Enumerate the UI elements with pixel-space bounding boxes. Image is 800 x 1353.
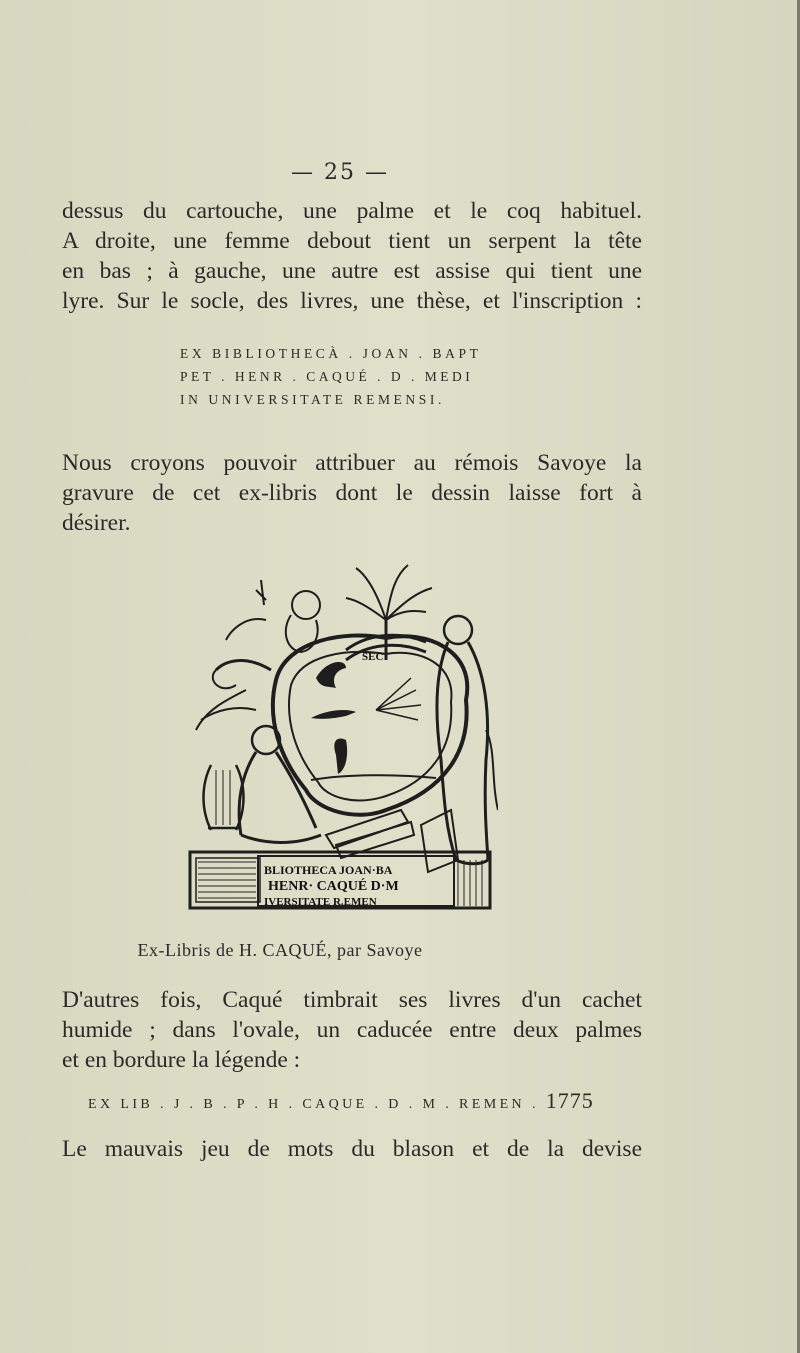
- paragraph-4: [62, 1134, 642, 1164]
- ex-libris-engraving: [186, 560, 498, 920]
- text-line: et en bordure la légende :: [62, 1047, 301, 1073]
- text-line: gravure de cet ex-libris dont le dessin laisse fort à: [62, 480, 642, 506]
- inscription-line: EX BIBLIOTHECÀ . JOAN . BAPT: [180, 346, 482, 361]
- paragraph-2: [62, 448, 642, 538]
- inscription-line: PET . HENR . CAQUÉ . D . MEDI: [180, 369, 474, 384]
- text-line: en bas ; à gauche, une autre est assise qui tient une: [62, 258, 642, 284]
- plaque-line: HENR· CAQUÉ D·M: [268, 879, 399, 894]
- inscription-block: [180, 346, 481, 415]
- paragraph-3: [62, 985, 642, 1075]
- legend-year: 1775: [545, 1088, 594, 1113]
- figure-caption: Ex-Libris de H. CAQUÉ, par Savoye: [137, 940, 423, 960]
- text-line: dessus du cartouche, une palme et le coq habituel.: [62, 198, 642, 224]
- text-line: humide ; dans l'ovale, un caducée entre deux palmes: [62, 1017, 642, 1043]
- paragraph-1: [62, 196, 642, 316]
- page-number: — 25 —: [291, 160, 389, 185]
- stamp-legend: [88, 1088, 594, 1114]
- text-line: désirer.: [62, 510, 131, 536]
- text-line: Le mauvais jeu de mots du blason et de la devise: [62, 1136, 642, 1162]
- plaque-line: IVERSITATE R.EMEN: [264, 896, 377, 908]
- plaque-line: BLIOTHECA JOAN·BA: [264, 863, 393, 877]
- text-line: Nous croyons pouvoir attribuer au rémois Savoye la: [62, 450, 642, 476]
- legend-text: EX LIB . J . B . P . H . CAQUE . D . M . REMEN .: [88, 1097, 539, 1112]
- banner-text: SEC: [362, 651, 384, 663]
- inscription-line: IN UNIVERSITATE REMENSI.: [180, 392, 445, 407]
- text-line: D'autres fois, Caqué timbrait ses livres d'un cachet: [62, 987, 642, 1013]
- text-line: lyre. Sur le socle, des livres, une thèse, et l'inscription :: [62, 288, 642, 314]
- text-line: A droite, une femme debout tient un serpent la tête: [62, 228, 642, 254]
